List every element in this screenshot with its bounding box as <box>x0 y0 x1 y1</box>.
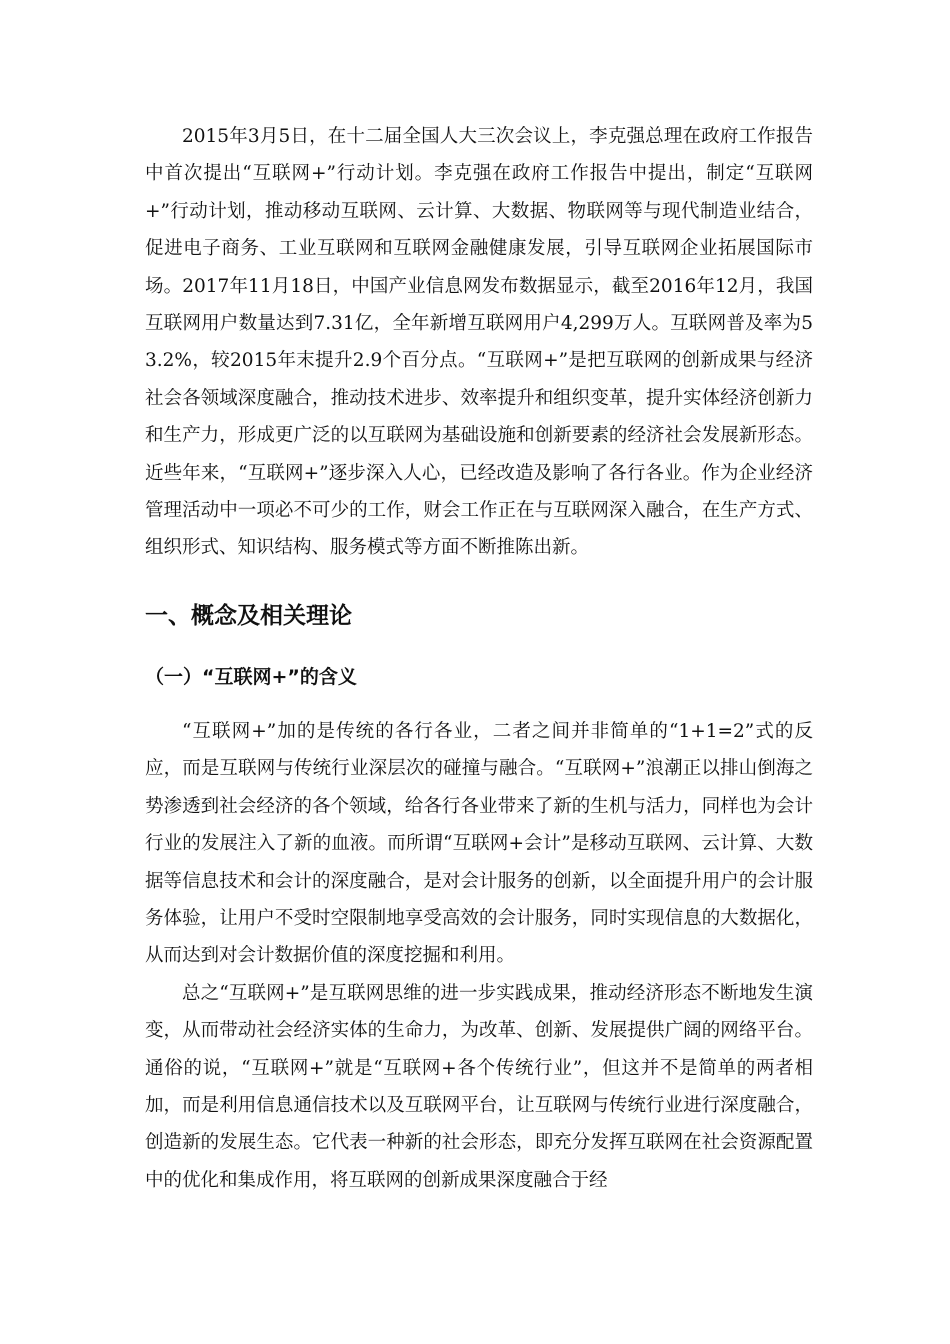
section-heading: 一、概念及相关理论 <box>145 602 352 629</box>
document-body <box>145 118 813 1199</box>
subsection-paragraph-1: “互联网+”加的是传统的各行各业，二者之间并非简单的“1+1=2”式的反应，而是互联网与传统行业深层次的碰撞与融合。“互联网+”浪潮正以排山倒海之势渗透到社会经济的各个领域，给各行各业带来了新的生机与活力，同样也为会计行业的发展注入了新的血液。而所谓“互联网+会计”是移动互联网、云计算、大数据等信息技术和会计的深度融合，是对会计服务的创新，以全面提升用户的会计服务体验，让用户不受时空限制地享受高效的会计服务，同时实现信息的大数据化，从而达到对会计数据价值的深度挖掘和利用。 <box>145 720 813 967</box>
intro-paragraph: 2015年3月5日，在十二届全国人大三次会议上，李克强总理在政府工作报告中首次提出“互联网+”行动计划。李克强在政府工作报告中提出，制定“互联网+”行动计划，推动移动互联网、云计算、大数据、物联网等与现代制造业结合，促进电子商务、工业互联网和互联网金融健康发展，引导互联网企业拓展国际市场。2017年11月18日，中国产业信息网发布数据显示，截至2016年12月，我国互联网用户数量达到7.31亿，全年新增互联网用户4,299万人。互联网普及率为53.2%，较2015年末提升2.9个百分点。“互联网+”是把互联网的创新成果与经济社会各领域深度融合，推动技术进步、效率提升和组织变革，提升实体经济创新力和生产力，形成更广泛的以互联网为基础设施和创新要素的经济社会发展新形态。近些年来，“互联网+”逐步深入人心，已经改造及影响了各行各业。作为企业经济管理活动中一项必不可少的工作，财会工作正在与互联网深入融合，在生产方式、组织形式、知识结构、服务模式等方面不断推陈出新。 <box>145 126 813 559</box>
subsection-paragraph-2: 总之“互联网+”是互联网思维的进一步实践成果，推动经济形态不断地发生演变，从而带动社会经济实体的生命力，为改革、创新、发展提供广阔的网络平台。通俗的说，“互联网+”就是“互联网+各个传统行业”，但这并不是简单的两者相加，而是利用信息通信技术以及互联网平台，让互联网与传统行业进行深度融合，创造新的发展生态。它代表一种新的社会形态，即充分发挥互联网在社会资源配置中的优化和集成作用，将互联网的创新成果深度融合于经 <box>145 982 813 1191</box>
subsection-heading: （一）“互联网+”的含义 <box>145 665 357 688</box>
